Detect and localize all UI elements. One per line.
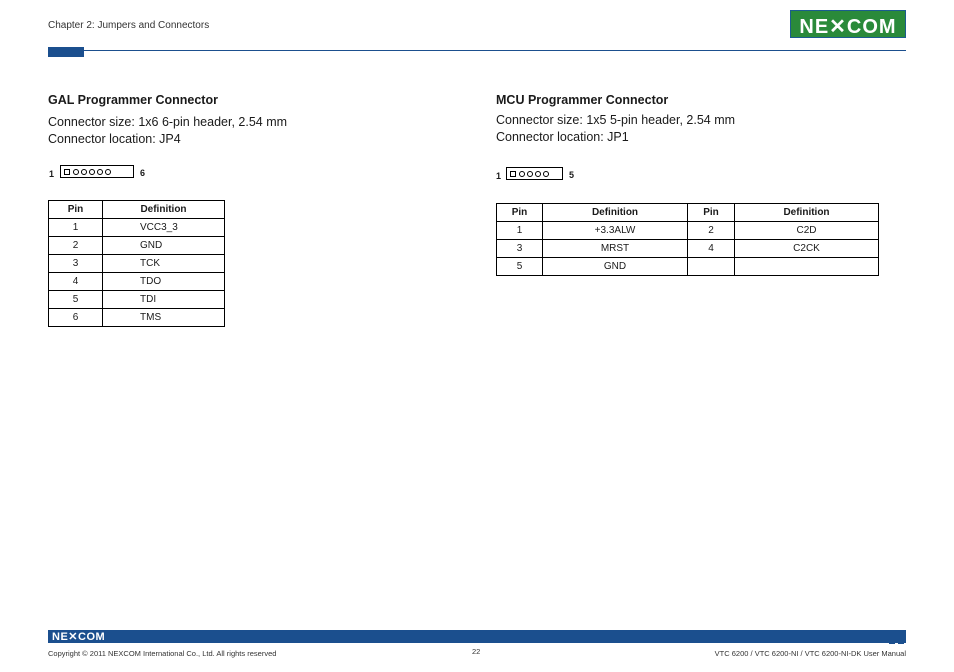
- header-divider: [48, 50, 906, 51]
- table-row: [49, 219, 225, 237]
- mcu-pin-table: [496, 203, 879, 276]
- table-row: [497, 222, 879, 240]
- pin-circle-icon: [519, 171, 525, 177]
- definition-cell: +3.3ALW: [543, 222, 688, 240]
- footer-manual-title: VTC 6200 / VTC 6200-NI / VTC 6200-NI-DK User Manual: [714, 649, 906, 658]
- pin-cell: [688, 258, 735, 276]
- column-header: Pin: [688, 204, 735, 222]
- pin-cell: 4: [49, 273, 103, 291]
- pin-circle-icon: [527, 171, 533, 177]
- definition-cell: GND: [103, 237, 225, 255]
- footer-square-icon: [898, 638, 904, 644]
- footer-square-icon: [889, 630, 895, 636]
- pin-circle-icon: [73, 169, 79, 175]
- gal-heading: GAL Programmer Connector: [48, 93, 218, 107]
- chapter-title: Chapter 2: Jumpers and Connectors: [48, 20, 210, 31]
- pin-square-icon: [64, 169, 70, 175]
- mcu-pin-first-label: 1: [496, 171, 502, 181]
- table-row: [497, 240, 879, 258]
- definition-cell: TDO: [103, 273, 225, 291]
- pin-cell: 5: [49, 291, 103, 309]
- mcu-heading: MCU Programmer Connector: [496, 93, 669, 107]
- pin-cell: 6: [49, 309, 103, 327]
- pin-cell: 2: [49, 237, 103, 255]
- definition-cell: MRST: [543, 240, 688, 258]
- gal-pin-first-label: 1: [49, 169, 55, 179]
- pin-circle-icon: [543, 171, 549, 177]
- footer-logo: NE✕COM: [52, 631, 106, 643]
- mcu-connector-location: Connector location: JP1: [496, 130, 629, 144]
- pin-cell: 2: [688, 222, 735, 240]
- table-row: [49, 273, 225, 291]
- table-row: [49, 291, 225, 309]
- pin-cell: 3: [49, 255, 103, 273]
- gal-pin-table: [48, 200, 225, 327]
- header-accent-block: [48, 47, 84, 57]
- table-row: [49, 255, 225, 273]
- footer-square-icon: [889, 638, 895, 644]
- definition-cell: C2CK: [735, 240, 879, 258]
- footer-copyright: Copyright © 2011 NEXCOM International Co., Ltd. All rights reserved: [48, 649, 277, 658]
- definition-cell: TMS: [103, 309, 225, 327]
- column-header: Definition: [543, 204, 688, 222]
- column-header: Definition: [735, 204, 879, 222]
- table-row: [497, 258, 879, 276]
- definition-cell: C2D: [735, 222, 879, 240]
- footer-bar: [48, 630, 906, 643]
- definition-cell: [735, 258, 879, 276]
- pin-circle-icon: [97, 169, 103, 175]
- pin-circle-icon: [89, 169, 95, 175]
- pin-circle-icon: [81, 169, 87, 175]
- definition-cell: TCK: [103, 255, 225, 273]
- pin-cell: 4: [688, 240, 735, 258]
- pin-cell: 5: [497, 258, 543, 276]
- pin-circle-icon: [105, 169, 111, 175]
- pin-cell: 3: [497, 240, 543, 258]
- mcu-connector-size: Connector size: 1x5 5-pin header, 2.54 mm: [496, 113, 736, 127]
- nexcom-logo: [790, 10, 906, 38]
- definition-cell: GND: [543, 258, 688, 276]
- pin-cell: 1: [497, 222, 543, 240]
- table-row: [49, 309, 225, 327]
- mcu-pin-last-label: 5: [569, 170, 575, 180]
- definition-cell: TDI: [103, 291, 225, 309]
- gal-connector-diagram: [60, 165, 134, 178]
- column-header: Pin: [497, 204, 543, 222]
- pin-circle-icon: [535, 171, 541, 177]
- definition-cell: VCC3_3: [103, 219, 225, 237]
- pin-square-icon: [510, 171, 516, 177]
- column-header: Pin: [49, 201, 103, 219]
- gal-pin-last-label: 6: [140, 168, 146, 178]
- mcu-connector-diagram: [506, 167, 563, 180]
- table-header-row: [49, 201, 225, 219]
- table-row: [49, 237, 225, 255]
- logo-text: NE✕COM: [799, 16, 897, 38]
- page-number: 22: [472, 647, 481, 656]
- table-header-row: [497, 204, 879, 222]
- column-header: Definition: [103, 201, 225, 219]
- gal-connector-location: Connector location: JP4: [48, 132, 181, 146]
- pin-cell: 1: [49, 219, 103, 237]
- gal-connector-size: Connector size: 1x6 6-pin header, 2.54 mm: [48, 115, 288, 129]
